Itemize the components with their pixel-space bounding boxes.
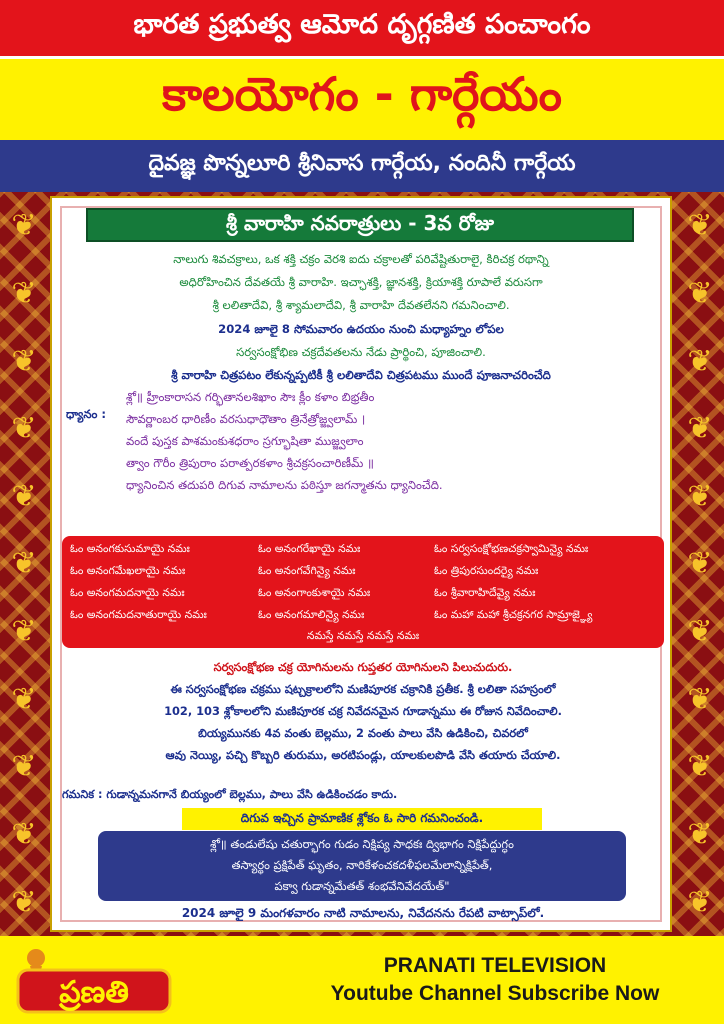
note-line: గమనిక : గుడాన్నమనగానే బియ్యంలో బెల్లము, పాలు వేసి ఉడికించడం కాదు. [62,788,398,801]
name-item: ఓం అనంగమదనాయై నమః [70,586,185,599]
intro-line: నాలుగు శివచక్రాలు, ఒక శక్తి చక్రం వెరశి ఐదు చక్రాలతో పరివేష్టితురాలై, కిరిచక్ర రథాన్ని [173,252,549,266]
subscribe-cta[interactable]: Youtube Channel Subscribe Now [330,982,660,1005]
names-box [62,536,664,648]
para-line: బియ్యమునకు 4వ వంతు బెల్లము, 2 వంతు పాలు వేసి ఉడికించి, చివరలో [198,726,528,740]
shloka-line: శ్లో॥ తండులేషు చతుర్భాగం గుడం నిక్షిప్య సాధకః ద్విభాగం నిక్షిపేద్దుగ్ధం [210,837,514,851]
name-item: ఓం త్రిపురసుందర్యై నమః [434,564,539,577]
date-line: 2024 జూలై 8 సోమవారం ఉదయం నుంచి మధ్యాహ్నం లోపల [218,322,504,336]
dhyanam-label: ధ్యానం : [66,407,107,421]
channel-name: PRANATI TELEVISION [383,954,607,977]
dhyanam-line: సౌవర్ణాంబర ధారిణీం వరసుధాధౌతాం త్రినేత్రోజ్జ్వలామ్ । [126,412,366,426]
dhyanam-line: వందే పుస్తక పాశమంకుశధరాం స్రగ్భూషితా ముజ్జ్వలాం [126,434,364,448]
picture-line: శ్రీ వారాహి చిత్రపటం లేకున్నప్పటికీ శ్రీ లలితాదేవి చిత్రపటము ముందే పూజనాచరించేది [171,368,551,382]
name-item: ఓం సర్వసంక్షోభణచక్రస్వామిన్యై నమః [434,542,589,555]
dhyanam-line: త్వాం గౌరీం త్రిపురాం పరాత్పరకళాం శ్రీచక్రసంచారిణీమ్ ॥ [126,456,374,470]
logo-text: ప్రణతి [59,975,129,1010]
yogini-line: సర్వసంక్షోభణ చక్ర యోగినులను గుప్తతర యోగినులని పిలుచుదురు. [213,660,513,674]
name-item: ఓం అనంగమాలిన్యై నమః [258,608,365,621]
header-line1: భారత ప్రభుత్వ ఆమోద దృగ్గణిత పంచాంగం [0,0,724,56]
name-item: ఓం అనంగమదనాతురాయై నమః [70,608,207,621]
dhyanam-line: ధ్యానించిన తదుపరి దిగువ నామాలను పఠిస్తూ జగన్మాతను ధ్యానించేది. [126,478,443,492]
header-authors: దైవజ్ఞ పొన్నలూరి శ్రీనివాస గార్గేయ, నందినీ గార్గేయ [0,140,724,192]
name-item: ఓం శ్రీవారాహిదేవ్యై నమః [434,586,536,599]
name-item: ఓం అనంగరేఖాయై నమః [258,542,361,555]
header-title: కాలయోగం - గార్గేయం [0,56,724,140]
channel-info [290,954,700,1006]
intro-line: శ్రీ లలితాదేవి, శ్రీ శ్యామలాదేవి, శ్రీ వారాహి దేవతలేనని గమనించాలి. [212,298,510,312]
pranati-logo [14,946,174,1016]
shloka-box [98,831,626,901]
para-line: ఆవు నెయ్యి, పచ్చి కొబ్బరి తురుము, అరటిపండ్లు, యాలకులపొడి వేసి తయారు చేయాలి. [165,748,561,762]
shloka-intro: దిగువ ఇచ్చిన ప్రామాణిక శ్లోకం ఓ సారి గమనించండి. [182,808,542,830]
content-panel [50,196,672,932]
date-line: సర్వసంక్షోభిణ చక్రదేవతలను నేడు ప్రార్థించి, పూజించాలి. [236,345,486,359]
names-closing: నమస్తే నమస్తే నమస్తే నమః [306,629,420,642]
day-title: శ్రీ వారాహి నవరాత్రులు - 3వ రోజు [86,208,634,242]
name-item: ఓం అనంగవేగిన్యై నమః [258,564,356,577]
left-vine-ornament: ❦ ❦ ❦ ❦ ❦ ❦ ❦ ❦ ❦ ❦ ❦ [11,208,37,920]
decorative-frame [0,192,724,936]
shloka-line: పక్వా గుడాన్నమేతత్ శంభవేనివేదయేత్" [274,879,450,893]
next-day-line: 2024 జూలై 9 మంగళవారం నాటి నామాలను, నివేదనను రేపటి వాట్సాప్‌లో. [181,906,545,920]
dhyanam-line: శ్లో॥ హ్రీంకారాసన గర్భితానలశిఖాం సౌః క్లీం కళాం బిభ్రతీం [126,390,375,404]
name-item: ఓం అనంగాంకుశాయై నమః [258,586,371,599]
footer [0,936,724,1024]
shloka-line: తస్యార్థం ప్రక్షిపేత్ ఘృతం, నారికేళంచకదళీఫలమేలాన్నిక్షిపేత్, [231,858,493,872]
right-vine-ornament: ❦ ❦ ❦ ❦ ❦ ❦ ❦ ❦ ❦ ❦ ❦ [687,208,713,920]
name-item: ఓం అనంగమేఖలాయై నమః [70,564,186,577]
name-item: ఓం అనంగకుసుమాయై నమః [70,542,190,555]
para-line: ఈ సర్వసంక్షోభణ చక్రము షట్చక్రాలలోని మణిపూరక చక్రానికి ప్రతీక. శ్రీ లలితా సహస్రంలో [170,682,556,696]
para-line: 102, 103 శ్లోకాలలోని మణిపూరక చక్ర నివేదనమైన గూడాన్నము ఈ రోజున నివేదించాలి. [164,704,562,718]
name-item: ఓం మహా మహా శ్రీచక్రనగర సామ్రాజ్ఞ్యై [434,608,593,621]
intro-line: అధిరోహించిన దేవతయే శ్రీ వారాహి. ఇచ్ఛాశక్తి, జ్ఞానశక్తి, క్రియాశక్తి రూపాలే వరుసగా [179,275,543,289]
